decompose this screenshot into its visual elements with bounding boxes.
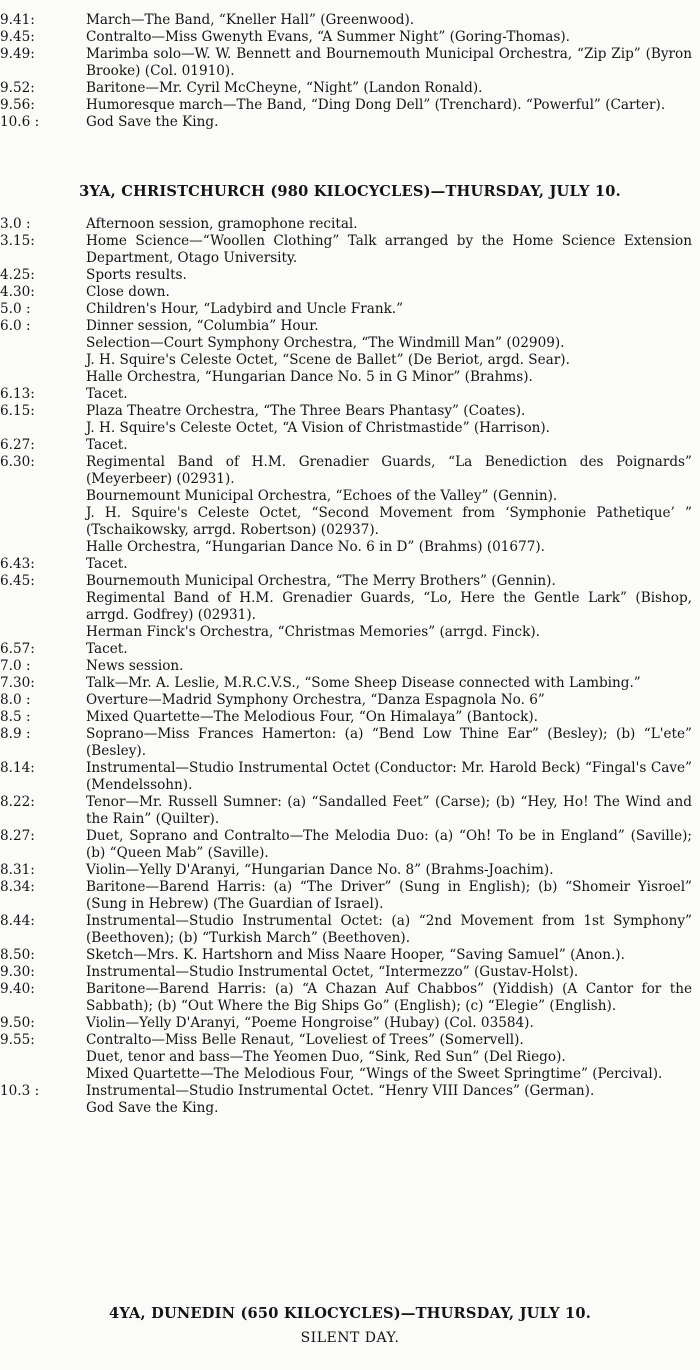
entry-time: 8.31: [0, 862, 35, 878]
programme-entry [0, 233, 700, 267]
programme-2ya-tail [0, 12, 700, 131]
entry-time [0, 505, 86, 539]
programme-entry [0, 1083, 700, 1100]
programme-entry [0, 1049, 700, 1066]
entry-description: Sketch—Mrs. K. Hartshorn and Miss Naare Hooper, “Saving Samuel” (Anon.). [86, 947, 625, 963]
programme-entry [0, 981, 700, 1015]
entry-time: 8.50: [0, 947, 35, 963]
programme-entry [0, 284, 700, 301]
entry-time: 9.41: [0, 12, 35, 28]
entry-description: Instrumental—Studio Instrumental Octet: (a) “2nd Movement from 1st Symphony” (Beethoven); (b) “Turkish March” (Beethoven). [86, 913, 692, 946]
entry-description: Regimental Band of H.M. Grenadier Guards, “La Benediction des Poignards” (Meyerbeer) (02931). [86, 454, 692, 487]
entry-time [0, 488, 86, 505]
entry-time: 3.0 : [0, 216, 31, 232]
entry-time: 8.22: [0, 794, 35, 810]
entry-description: Bournemount Municipal Orchestra, “Echoes of the Valley” (Gennin). [86, 488, 558, 504]
entry-time: 3.15: [0, 233, 35, 249]
programme-entry [0, 29, 700, 46]
entry-time [0, 624, 86, 641]
entry-time [0, 1100, 86, 1117]
entry-time [0, 1066, 86, 1083]
heading-4ya: 4YA, DUNEDIN (650 KILOCYCLES)—THURSDAY, JULY 10. [108, 1305, 592, 1322]
programme-entry [0, 913, 700, 947]
entry-time: 8.34: [0, 879, 35, 895]
entry-time: 6.27: [0, 437, 35, 453]
entry-description: Humoresque march—The Band, “Ding Dong Dell” (Trenchard). “Powerful” (Carter). [86, 97, 666, 113]
entry-description: Duet, tenor and bass—The Yeomen Duo, “Sink, Red Sun” (Del Riego). [86, 1049, 566, 1065]
entry-description: March—The Band, “Kneller Hall” (Greenwood). [86, 12, 415, 28]
programme-entry [0, 80, 700, 97]
entry-time: 9.45: [0, 29, 35, 45]
entry-time: 6.57: [0, 641, 35, 657]
entry-time [0, 590, 86, 624]
entry-time: 9.50: [0, 1015, 35, 1031]
entry-time: 8.0 : [0, 692, 31, 708]
programme-entry [0, 624, 700, 641]
entry-description: Marimba solo—W. W. Bennett and Bournemouth Municipal Orchestra, “Zip Zip” (Byron Brooke) (Col. 01910). [86, 46, 692, 79]
programme-entry [0, 420, 700, 437]
entry-time: 4.30: [0, 284, 35, 300]
programme-entry [0, 879, 700, 913]
programme-entry [0, 658, 700, 675]
entry-time: 9.56: [0, 97, 35, 113]
programme-entry [0, 556, 700, 573]
entry-time [0, 1049, 86, 1066]
programme-entry [0, 964, 700, 981]
entry-description: J. H. Squire's Celeste Octet, “A Vision of Christmastide” (Harrison). [86, 420, 551, 436]
entry-description: Duet, Soprano and Contralto—The Melodia Duo: (a) “Oh! To be in England” (Saville); (b) “Queen Mab” (Saville). [86, 828, 692, 861]
entry-time: 6.15: [0, 403, 35, 419]
entry-time: 4.25: [0, 267, 35, 283]
entry-description: Tenor—Mr. Russell Sumner: (a) “Sandalled Feet” (Carse); (b) “Hey, Ho! The Wind and the Rain” (Quilter). [86, 794, 692, 827]
entry-description: Children's Hour, “Ladybird and Uncle Frank.” [86, 301, 404, 317]
programme-entry [0, 335, 700, 352]
entry-time [0, 420, 86, 437]
programme-entry [0, 369, 700, 386]
entry-time: 9.49: [0, 46, 35, 62]
entry-time [0, 539, 86, 556]
entry-time: 6.45: [0, 573, 35, 589]
entry-description: Overture—Madrid Symphony Orchestra, “Danza Espagnola No. 6” [86, 692, 545, 708]
entry-description: Mixed Quartette—The Melodious Four, “On Himalaya” (Bantock). [86, 709, 538, 725]
programme-entry [0, 641, 700, 658]
programme-entry [0, 216, 700, 233]
entry-description: Violin—Yelly D'Aranyi, “Poeme Hongroise” (Hubay) (Col. 03584). [86, 1015, 534, 1031]
entry-time: 8.9 : [0, 726, 31, 742]
programme-entry [0, 352, 700, 369]
entry-time [0, 335, 86, 352]
programme-entry [0, 794, 700, 828]
entry-description: Sports results. [86, 267, 187, 283]
silent-day-note: SILENT DAY. [300, 1330, 400, 1346]
programme-entry [0, 12, 700, 29]
entry-description: Violin—Yelly D'Aranyi, “Hungarian Dance No. 8” (Brahms-Joachim). [86, 862, 554, 878]
entry-description: Home Science—“Woollen Clothing” Talk arranged by the Home Science Extension Department, Otago University. [86, 233, 692, 266]
entry-description: Contralto—Miss Belle Renaut, “Loveliest of Trees” (Somervell). [86, 1032, 524, 1048]
entry-description: J. H. Squire's Celeste Octet, “Scene de Ballet” (De Beriot, argd. Sear). [86, 352, 570, 368]
entry-time: 6.30: [0, 454, 35, 470]
programme-entry [0, 318, 700, 335]
programme-entry [0, 590, 700, 624]
entry-description: Soprano—Miss Frances Hamerton: (a) “Bend Low Thine Ear” (Besley); (b) “L'ete” (Besley). [86, 726, 692, 759]
entry-description: Selection—Court Symphony Orchestra, “The Windmill Man” (02909). [86, 335, 565, 351]
entry-description: Contralto—Miss Gwenyth Evans, “A Summer Night” (Goring-Thomas). [86, 29, 570, 45]
entry-description: Halle Orchestra, “Hungarian Dance No. 5 in G Minor” (Brahms). [86, 369, 533, 385]
entry-description: Halle Orchestra, “Hungarian Dance No. 6 in D” (Brahms) (01677). [86, 539, 546, 555]
entry-description: J. H. Squire's Celeste Octet, “Second Movement from ‘Symphonie Pathetique’ ” (Tschaikowsky, arrgd. Robertson) (02937). [86, 505, 692, 538]
entry-time: 9.52: [0, 80, 35, 96]
entry-time: 6.13: [0, 386, 35, 402]
entry-time: 8.27: [0, 828, 35, 844]
programme-entry [0, 828, 700, 862]
entry-time [0, 352, 86, 369]
programme-entry [0, 692, 700, 709]
entry-description: Tacet. [86, 437, 128, 453]
entry-time: 10.6 : [0, 114, 40, 130]
programme-entry [0, 1100, 700, 1117]
programme-entry [0, 267, 700, 284]
programme-entry [0, 1066, 700, 1083]
programme-entry [0, 675, 700, 692]
entry-description: Baritone—Barend Harris: (a) “The Driver” (Sung in English); (b) “Shomeir Yisroel” (Sung in Hebrew) (The Guardian of Israel). [86, 879, 692, 912]
entry-time: 6.43: [0, 556, 35, 572]
entry-time: 8.5 : [0, 709, 31, 725]
entry-description: God Save the King. [86, 1100, 219, 1116]
programme-entry [0, 760, 700, 794]
entry-description: Instrumental—Studio Instrumental Octet, “Intermezzo” (Gustav-Holst). [86, 964, 579, 980]
entry-description: Instrumental—Studio Instrumental Octet (Conductor: Mr. Harold Beck) “Fingal's Cave” (Mendelssohn). [86, 760, 692, 793]
programme-entry [0, 46, 700, 80]
programme-3ya [0, 216, 700, 1117]
programme-entry [0, 1032, 700, 1049]
entry-description: Afternoon session, gramophone recital. [86, 216, 358, 232]
entry-time: 8.44: [0, 913, 35, 929]
programme-entry [0, 862, 700, 879]
entry-time: 9.40: [0, 981, 35, 997]
entry-description: Tacet. [86, 386, 128, 402]
entry-time: 6.0 : [0, 318, 31, 334]
entry-description: Dinner session, “Columbia” Hour. [86, 318, 319, 334]
heading-3ya: 3YA, CHRISTCHURCH (980 KILOCYCLES)—THURSDAY, JULY 10. [79, 183, 621, 200]
entry-description: Instrumental—Studio Instrumental Octet. “Henry VIII Dances” (German). [86, 1083, 595, 1099]
entry-time [0, 369, 86, 386]
entry-time: 5.0 : [0, 301, 31, 317]
entry-description: Plaza Theatre Orchestra, “The Three Bears Phantasy” (Coates). [86, 403, 526, 419]
entry-description: God Save the King. [86, 114, 219, 130]
programme-entry [0, 437, 700, 454]
programme-entry [0, 114, 700, 131]
programme-entry [0, 709, 700, 726]
entry-description: Talk—Mr. A. Leslie, M.R.C.V.S., “Some Sheep Disease connected with Lambing.” [86, 675, 641, 691]
programme-entry [0, 573, 700, 590]
entry-description: Baritone—Mr. Cyril McCheyne, “Night” (Landon Ronald). [86, 80, 483, 96]
entry-description: Bournemouth Municipal Orchestra, “The Merry Brothers” (Gennin). [86, 573, 556, 589]
programme-entry [0, 403, 700, 420]
entry-time: 10.3 : [0, 1083, 40, 1099]
entry-description: Herman Finck's Orchestra, “Christmas Memories” (arrgd. Finck). [86, 624, 540, 640]
entry-time: 8.14: [0, 760, 35, 776]
programme-entry [0, 726, 700, 760]
programme-entry [0, 947, 700, 964]
entry-description: Regimental Band of H.M. Grenadier Guards, “Lo, Here the Gentle Lark” (Bishop, arrgd. Godfrey) (02931). [86, 590, 692, 623]
entry-description: Baritone—Barend Harris: (a) “A Chazan Auf Chabbos” (Yiddish) (A Cantor for the Sabbath); (b) “Out Where the Big Ships Go” (English); (c) “Elegie” (English). [86, 981, 692, 1014]
programme-entry [0, 505, 700, 539]
entry-time: 9.55: [0, 1032, 35, 1048]
programme-entry [0, 97, 700, 114]
programme-entry [0, 454, 700, 488]
programme-entry [0, 386, 700, 403]
programme-entry [0, 539, 700, 556]
entry-time: 7.30: [0, 675, 35, 691]
entry-description: News session. [86, 658, 184, 674]
entry-description: Mixed Quartette—The Melodious Four, “Wings of the Sweet Springtime” (Percival). [86, 1066, 663, 1082]
entry-description: Tacet. [86, 641, 128, 657]
entry-time: 7.0 : [0, 658, 31, 674]
entry-description: Tacet. [86, 556, 128, 572]
entry-time: 9.30: [0, 964, 35, 980]
programme-entry [0, 488, 700, 505]
programme-entry [0, 1015, 700, 1032]
programme-entry [0, 301, 700, 318]
entry-description: Close down. [86, 284, 170, 300]
